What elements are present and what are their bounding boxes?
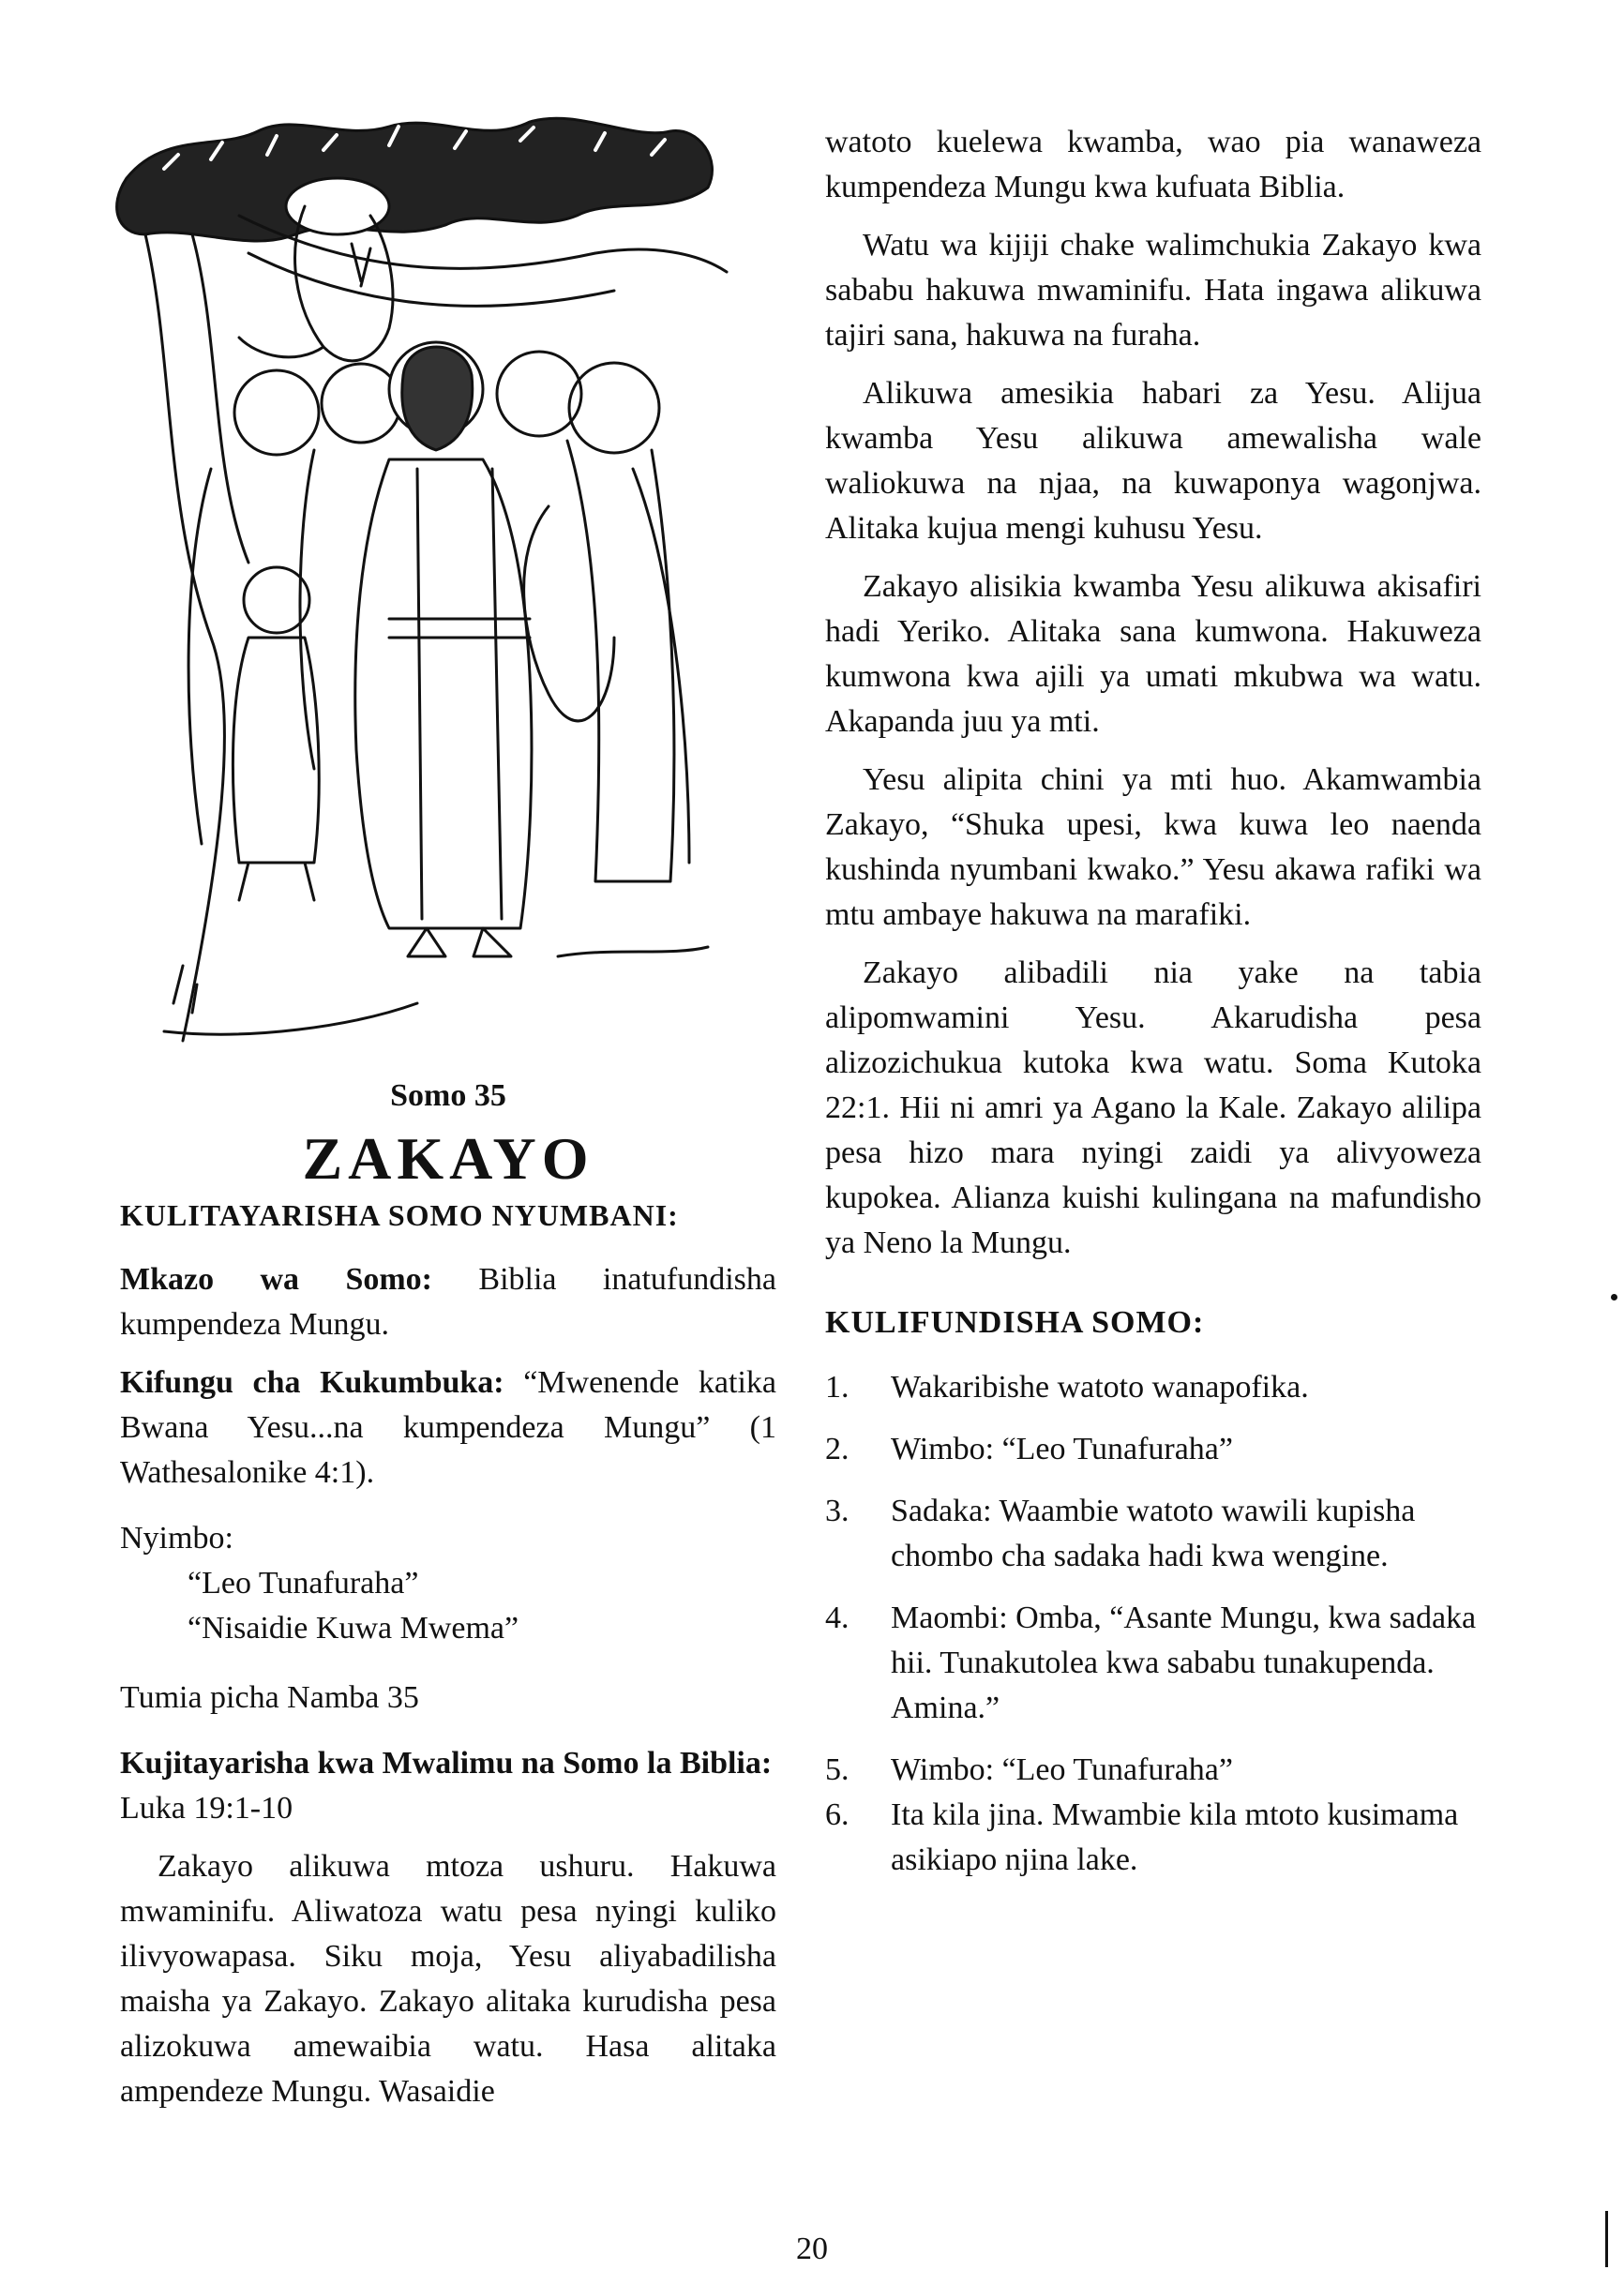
memory-text: “Mwenende katika Bwana Yesu...na kumpendeza Mungu” (1 Wathesalonike 4:1). bbox=[120, 1365, 776, 1490]
step-item bbox=[825, 1489, 1481, 1579]
zacchaeus-tree-illustration bbox=[108, 113, 745, 1060]
step-item bbox=[825, 1793, 1481, 1883]
emphasis-label: Mkazo wa Somo: bbox=[120, 1262, 433, 1297]
step-number: 1. bbox=[825, 1370, 850, 1405]
step-text: Wimbo: “Leo Tunafuraha” bbox=[891, 1432, 1233, 1466]
story-paragraph: watoto kuelewa kwamba, wao pia wanaweza kumpendeza Mungu kwa kufuata Biblia. bbox=[825, 125, 1481, 204]
story-paragraph: Yesu alipita chini ya mti huo. Akamwambia Zakayo, “Shuka upesi, kwa kuwa leo naenda kushinda nyumbani kwako.” Yesu akawa rafiki wa mtu ambaye hakuwa na marafiki. bbox=[825, 762, 1481, 932]
picture-note: Tumia picha Namba 35 bbox=[120, 1680, 419, 1715]
emphasis-text: Biblia inatufundisha kumpendeza Mungu. bbox=[120, 1262, 777, 1342]
prep-heading: KULITAYARISHA SOMO NYUMBANI: bbox=[120, 1198, 679, 1232]
song-item: “Leo Tunafuraha” bbox=[188, 1566, 419, 1601]
step-text: Wimbo: “Leo Tunafuraha” bbox=[891, 1752, 1233, 1787]
step-number: 6. bbox=[825, 1797, 850, 1832]
story-paragraph: Zakayo alikuwa mtoza ushuru. Hakuwa mwaminifu. Aliwatoza watu pesa nyingi kuliko ilivyowapasa. Siku moja, Yesu aliyabadilisha maisha ya Zakayo. Zakayo alitaka kurudisha pesa alizokuwa amewaibia watu. Hasa alitaka ampendeze Mungu. Wasaidie bbox=[120, 1849, 776, 2109]
left-column bbox=[120, 1078, 776, 2114]
lesson-number: Somo 35 bbox=[390, 1078, 506, 1113]
teacher-prep bbox=[120, 1741, 776, 1831]
song-item: “Nisaidie Kuwa Mwema” bbox=[188, 1611, 519, 1646]
step-text: Sadaka: Waambie watoto wawili kupisha chombo cha sadaka hadi kwa wengine. bbox=[891, 1494, 1416, 1573]
step-text: Wakaribishe watoto wanapofika. bbox=[891, 1370, 1309, 1405]
step-item bbox=[825, 1748, 1481, 1793]
step-text: Maombi: Omba, “Asante Mungu, kwa sadaka hii. Tunakutolea kwa sababu tunakupenda. Amina.” bbox=[891, 1601, 1477, 1725]
lesson-title: ZAKAYO bbox=[302, 1125, 594, 1192]
step-number: 4. bbox=[825, 1601, 850, 1635]
lesson-emphasis bbox=[120, 1257, 776, 1347]
teacher-prep-ref: Luka 19:1-10 bbox=[120, 1791, 293, 1826]
story-paragraph: Watu wa kijiji chake walimchukia Zakayo kwa sababu hakuwa mwaminifu. Hata ingawa alikuwa tajiri sana, hakuwa na furaha. bbox=[825, 228, 1481, 353]
step-item bbox=[825, 1427, 1481, 1472]
teaching-steps bbox=[825, 1365, 1481, 1883]
memory-label: Kifungu cha Kukumbuka: bbox=[120, 1365, 504, 1400]
songs-label: Nyimbo: bbox=[120, 1521, 233, 1556]
step-text: Ita kila jina. Mwambie kila mtoto kusimama asikiapo njina lake. bbox=[891, 1797, 1459, 1877]
step-item bbox=[825, 1365, 1481, 1410]
memory-verse bbox=[120, 1360, 776, 1496]
scan-dot-mark bbox=[1611, 1294, 1617, 1300]
scan-edge-mark bbox=[1605, 2211, 1608, 2267]
story-paragraph: Zakayo alibadili nia yake na tabia alipomwamini Yesu. Akarudisha pesa alizozichukua kutoka kwa watu. Soma Kutoka 22:1. Hii ni amri ya Agano la Kale. Zakayo alilipa pesa hizo mara nyingi zaidi ya alivyoweza kupokea. Alianza kuishi kulingana na mafundisho ya Neno la Mungu. bbox=[825, 955, 1481, 1260]
page-number: 20 bbox=[796, 2232, 828, 2266]
story-paragraph: Alikuwa amesikia habari za Yesu. Alijua kwamba Yesu alikuwa amewalisha wale waliokuwa na njaa, na kuwaponya wagonjwa. Alitaka kujua mengi kuhusu Yesu. bbox=[825, 376, 1481, 546]
step-number: 2. bbox=[825, 1432, 850, 1466]
step-number: 3. bbox=[825, 1494, 850, 1528]
teach-heading: KULIFUNDISHA SOMO: bbox=[825, 1305, 1205, 1340]
step-item bbox=[825, 1596, 1481, 1731]
teacher-prep-label: Kujitayarisha kwa Mwalimu na Somo la Biblia: bbox=[120, 1746, 773, 1781]
right-column bbox=[825, 120, 1481, 1900]
step-number: 5. bbox=[825, 1752, 850, 1787]
story-paragraph: Zakayo alisikia kwamba Yesu alikuwa akisafiri hadi Yeriko. Alitaka sana kumwona. Hakuweza kumwona kwa ajili ya umati mkubwa wa watu. Akapanda juu ya mti. bbox=[825, 569, 1481, 739]
